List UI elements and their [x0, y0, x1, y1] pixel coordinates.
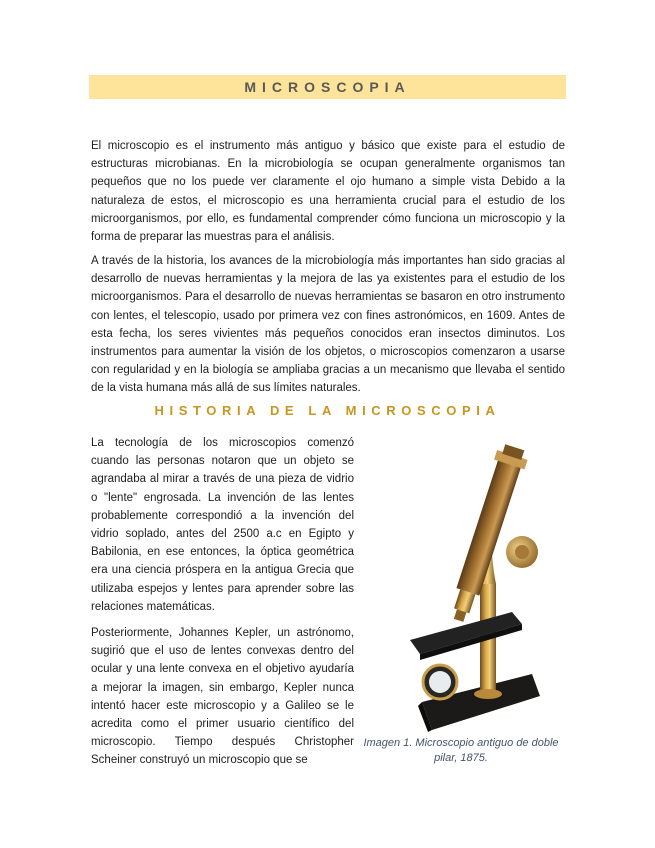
- page-title: MICROSCOPIA: [244, 79, 411, 95]
- section-title: HISTORIA DE LA MICROSCOPIA: [154, 403, 501, 418]
- image-caption: Imagen 1. Microscopio antiguo de doble pilar, 1875.: [363, 737, 559, 764]
- history-paragraph-1: La tecnología de los microscopios comenzó cuando las personas notaron que un objeto se agrandaba al mirar a través de una pieza de vidrio o "lente" engrosada. La invención de las lentes probablemente correspondió a la invención del vidrio soplado, antes del 2500 a.c en Egipto y Babilonia, en ese entonces, la óptica geométrica era una ciencia próspera en la antigua Grecia que utilizaba espejos y lentes para aprender sobre las relaciones matemáticas.: [91, 437, 354, 613]
- title-band: [89, 75, 566, 99]
- intro-paragraph-2: A través de la historia, los avances de la microbiología más importantes han sido gracias al desarrollo de nuevas herramientas y la mejora de las ya existentes para el estudio de los microorganismos. Para el desarrollo de nuevas herramientas se basaron en otro instrumento con lentes, el telescopio, usado por primera vez con fines astronómicos, en 1609. Antes de esta fecha, los seres vivientes más pequeños conocidos eran insectos diminutos. Los instrumentos para aumentar la visión de los objetos, o microscopios comenzaron a usarse con regularidad y en la biología se ampliaba gracias a un mecanismo que llevaba el sentido de la vista humana más allá de sus límites naturales.: [91, 255, 565, 395]
- intro-paragraph-1: El microscopio es el instrumento más antiguo y básico que existe para el estudio de estructuras microbianas. En la microbiología se ocupan generalmente organismos tan pequeños que no los puede ver claramente el ojo humano a simple vista Debido a la naturaleza de estos, el microscopio es una herramienta crucial para el estudio de los microorganismos, por ello, es fundamental comprender cómo funciona un microscopio y la forma de preparar las muestras para el análisis.: [91, 140, 565, 244]
- history-paragraph-2: Posteriormente, Johannes Kepler, un astrónomo, sugirió que el uso de lentes convexas dentro del ocular y una lente convexa en el objetivo ayudaría a mejorar la imagen, sin embargo, Kepler nunca intentó hacer este microscopio y a Galileo se le acredita como el primer usuario científico del microscopio. Tiempo después Christopher Scheiner construyó un microscopio que se: [91, 627, 354, 767]
- microscope-image: [362, 434, 562, 734]
